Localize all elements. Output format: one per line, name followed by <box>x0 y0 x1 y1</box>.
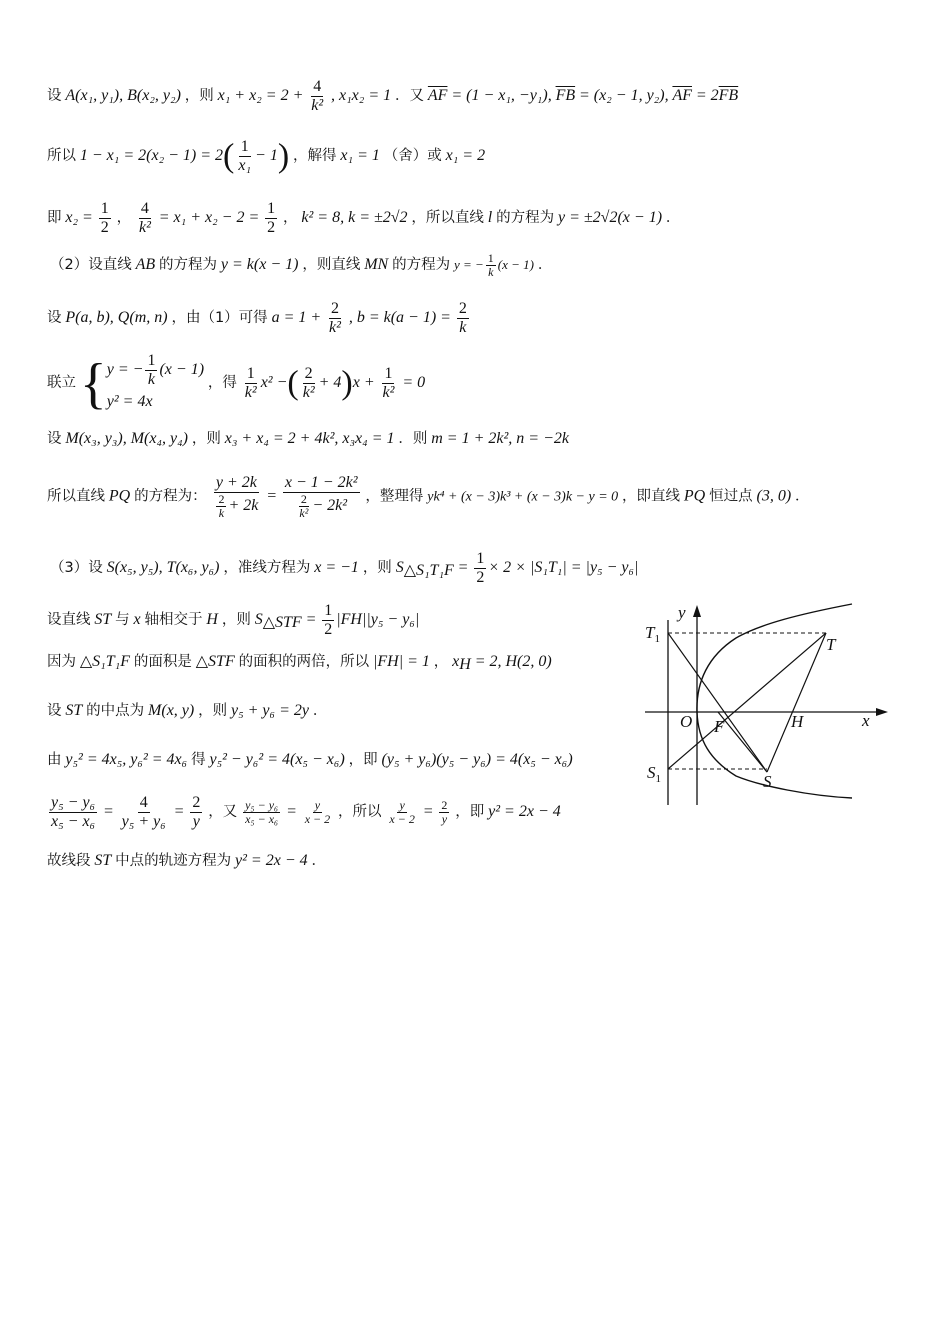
math: y₅² − y₆² = 4(x₅ − x₆) <box>209 751 345 768</box>
line-s1-f-t <box>668 633 826 769</box>
math: m = 1 + 2k², n = −2k <box>431 430 569 447</box>
denominator: y <box>441 812 448 826</box>
numerator: 4 <box>140 200 149 217</box>
math: = 2 <box>695 87 719 105</box>
fraction <box>120 794 168 831</box>
math: △STF <box>195 653 235 670</box>
fraction <box>137 200 153 237</box>
text: 的中点为 <box>86 703 145 719</box>
numerator: 1 <box>240 138 249 155</box>
solution-line-4 <box>50 252 552 279</box>
vector-af: $\overline{AF}$ <box>672 87 692 105</box>
math: = <box>286 803 297 821</box>
math: y = k(x − 1) <box>220 256 299 274</box>
math: = (x₂ − 1, y₂), <box>578 87 669 105</box>
fraction <box>99 200 111 237</box>
numerator: y <box>399 798 405 812</box>
math: P(a, b), Q(m, n) <box>65 309 168 327</box>
label-t1-main: T <box>645 623 655 642</box>
fraction <box>243 799 280 826</box>
numerator: 1 <box>147 352 156 369</box>
math: = <box>173 803 185 821</box>
numerator: y + 2k <box>215 474 257 491</box>
math: y₅ + y₆ = 2y <box>230 702 309 719</box>
label-h: H <box>791 712 804 731</box>
math: y = ±2√2(x − 1) <box>558 209 663 227</box>
numerator: 2 <box>304 365 313 382</box>
math: x + <box>352 374 375 392</box>
y-axis-arrow-icon <box>693 605 701 617</box>
text: ，则 <box>221 612 251 629</box>
math: = x₁ + x₂ − 2 = <box>158 209 260 227</box>
math: yk⁴ + (x − 3)k³ + (x − 3)k − y = 0 <box>427 489 619 505</box>
math: A(x₁, y₁), B(x₂, y₂) <box>65 87 181 105</box>
denominator: k² <box>138 219 151 236</box>
text: ，则 <box>362 560 392 577</box>
solution-line-6 <box>47 352 425 415</box>
denominator: k² <box>329 319 341 336</box>
fraction <box>309 78 325 115</box>
fraction <box>265 200 277 237</box>
system-row-1 <box>107 352 204 389</box>
fraction <box>301 365 317 402</box>
equation-system <box>80 352 204 415</box>
numerator: 1 <box>267 200 276 217</box>
math: y = − <box>453 257 484 273</box>
fraction <box>381 365 397 402</box>
numerator: 1 <box>384 365 393 382</box>
numerator: 1 <box>476 550 485 567</box>
fraction <box>297 493 310 520</box>
denominator: k² <box>302 384 315 401</box>
solution-line-9 <box>50 550 638 587</box>
text: ，由（1）可得 <box>171 310 268 327</box>
math: , x₁x₂ = 1 <box>331 87 392 105</box>
solution-line-7 <box>47 428 569 450</box>
math: S(x₅, y₅), T(x₆, y₆) <box>106 559 220 577</box>
text: ，又 <box>208 804 238 821</box>
line-f-s <box>718 712 767 772</box>
text: 的方程为 <box>159 257 218 274</box>
numerator: 2 <box>218 492 225 506</box>
denominator: k <box>488 265 494 279</box>
solution-line-13 <box>47 749 573 771</box>
math: x² − <box>260 374 288 392</box>
math: , b = k(a − 1) = <box>348 309 451 327</box>
label-s1-sub: 1 <box>655 773 661 785</box>
label-t1-sub: 1 <box>654 633 660 645</box>
solution-line-8 <box>47 474 810 520</box>
solution-line-1 <box>47 78 738 115</box>
text: 中点的轨迹方程为 <box>115 853 232 869</box>
left-paren: ( <box>287 364 299 402</box>
math: PQ <box>108 487 131 505</box>
text: 设 <box>47 431 62 447</box>
text: （舍）或 <box>383 148 442 165</box>
math: (x − 1) <box>159 361 205 379</box>
label-t1 <box>645 623 660 645</box>
text: ，即直线 <box>622 488 681 505</box>
label-x: x <box>862 711 870 730</box>
numerator: 1 <box>100 200 109 217</box>
math: x <box>133 611 141 629</box>
text: ，所以 <box>338 804 382 821</box>
solution-line-10 <box>47 602 419 639</box>
math: (3, 0) <box>756 487 792 505</box>
label-f: F <box>714 717 725 736</box>
math: y = − <box>106 361 144 379</box>
math: AB <box>135 256 156 274</box>
numerator: y <box>314 798 321 812</box>
text: （3）设 <box>50 560 103 577</box>
fraction <box>327 300 343 337</box>
text: 设 <box>47 310 62 327</box>
math: (x − 1) <box>497 257 534 273</box>
text: ，则 <box>191 431 221 447</box>
math: y₅² = 4x₅, y₆² = 4x₆ <box>65 751 188 768</box>
denominator: 2 <box>476 569 485 586</box>
right-paren: ) <box>277 137 290 175</box>
numerator: 1 <box>324 602 333 619</box>
math: − 1 <box>255 147 278 165</box>
chord-st <box>767 633 826 772</box>
text: 所以 <box>47 148 76 165</box>
text: 的面积是 <box>133 654 192 670</box>
fraction <box>474 550 486 587</box>
label-t: T <box>826 635 836 654</box>
text: ， <box>116 210 132 227</box>
text: 的方程为 <box>496 210 555 227</box>
solution-line-11 <box>47 651 552 676</box>
math: l <box>487 209 493 227</box>
left-brace: { <box>79 352 107 415</box>
text: 的方程为： <box>134 488 207 505</box>
denominator: 2 <box>100 219 109 236</box>
text: 所以直线 <box>47 488 105 505</box>
system-rows <box>107 352 204 415</box>
numerator: y₅ − y₆ <box>245 798 279 812</box>
text: 由 <box>47 752 62 768</box>
text: 恒过点 <box>709 488 753 505</box>
numerator: x − 1 − 2k² <box>284 474 358 491</box>
numerator: 1 <box>487 251 494 265</box>
numerator: 4 <box>313 78 322 95</box>
denominator: x₅ − x₆ <box>245 812 279 826</box>
math: 1 − x₁ = 2(x₂ − 1) = 2 <box>79 147 224 165</box>
math: = <box>266 487 278 505</box>
math: = <box>457 559 469 577</box>
text: ，解得 <box>293 148 337 165</box>
text: 轴相交于 <box>144 612 203 629</box>
text: 与 <box>115 612 130 629</box>
math: k² = 8, k = ±2√2 <box>301 209 408 227</box>
vector-af: $\overline{AF}$ <box>427 87 448 105</box>
label-y: y <box>678 603 686 622</box>
fraction <box>216 493 226 520</box>
label-s1-main: S <box>647 763 656 782</box>
text: ，整理得 <box>365 488 424 505</box>
vector-fb: $\overline{FB}$ <box>718 87 739 105</box>
text: ．则 <box>398 431 428 447</box>
math: = 0 <box>402 374 426 392</box>
text: ， <box>283 210 298 227</box>
text: ，则直线 <box>302 257 361 274</box>
system-row-2 <box>107 389 204 415</box>
math: y² = 4x <box>106 393 153 410</box>
math: x <box>452 653 460 670</box>
math: y² = 2x − 4 <box>235 852 308 869</box>
math: ST <box>94 611 112 629</box>
math: = <box>103 803 114 821</box>
fraction <box>303 799 332 826</box>
text: ，即 <box>455 804 485 821</box>
fraction <box>439 799 449 826</box>
math: M(x, y) <box>148 702 195 719</box>
denominator: k <box>459 319 467 336</box>
denominator: k <box>218 506 225 520</box>
fraction <box>283 474 360 520</box>
numerator: 2 <box>192 794 201 811</box>
text: ，则 <box>198 703 228 719</box>
label-s: S <box>763 772 772 791</box>
math: ST <box>65 702 83 719</box>
text: ， <box>433 654 449 670</box>
solution-line-5 <box>47 300 471 337</box>
subscript: △S₁T₁F <box>403 562 454 580</box>
numerator: 1 <box>246 365 255 382</box>
denominator: k² <box>299 506 309 520</box>
math: = <box>422 803 434 821</box>
text: 设 <box>47 703 62 719</box>
vector-fb: $\overline{FB}$ <box>555 87 576 105</box>
math: x₁ = 1 <box>340 147 380 165</box>
denominator: k <box>147 371 156 388</box>
label-o: O <box>680 712 693 731</box>
math: a = 1 + <box>271 309 322 327</box>
denominator: 2 <box>267 219 276 236</box>
math: x₁ = 2 <box>445 147 486 165</box>
text: ，即 <box>348 752 378 768</box>
x-axis-arrow-icon <box>876 708 888 716</box>
text: 因为 <box>47 654 76 670</box>
math: = <box>305 611 317 629</box>
math: PQ <box>683 487 706 505</box>
text: ，得 <box>207 375 237 392</box>
math: |FH||y₅ − y₆| <box>336 611 420 629</box>
right-paren: ) <box>341 364 353 402</box>
math: = (1 − x₁, −y₁), <box>451 87 552 105</box>
denominator: k² <box>382 384 395 401</box>
numerator: 2 <box>441 798 448 812</box>
math: + 4 <box>318 374 342 392</box>
fraction <box>212 474 260 520</box>
numerator: y₅ − y₆ <box>51 794 96 811</box>
math: M(x₃, y₃), M(x₄, y₄) <box>65 430 188 447</box>
solution-line-15 <box>47 850 326 872</box>
fraction <box>486 252 496 279</box>
fraction <box>387 799 416 826</box>
solution-line-3 <box>47 200 680 237</box>
denominator: x₁ <box>238 157 252 174</box>
text: 得 <box>191 752 206 768</box>
text: ． <box>311 853 326 869</box>
numerator: 2 <box>458 300 467 317</box>
math: − 2k² <box>312 497 348 515</box>
fraction <box>243 365 259 402</box>
denominator: y₅ + y₆ <box>121 813 166 830</box>
math: + 2k <box>228 497 259 515</box>
text: 即 <box>47 210 62 227</box>
text: 故线段 <box>47 853 91 869</box>
math: x₁ + x₂ = 2 + <box>217 87 304 105</box>
math: S <box>395 559 404 577</box>
math: (y₅ + y₆)(y₅ − y₆) = 4(x₅ − x₆) <box>381 751 573 768</box>
subscript: H <box>459 656 471 673</box>
fraction <box>236 138 253 175</box>
solution-line-2 <box>47 138 485 175</box>
text: ，则 <box>184 88 214 105</box>
math: S <box>254 611 263 629</box>
math: × 2 × |S₁T₁| = |y₅ − y₆| <box>488 559 639 577</box>
text: ． <box>312 703 328 719</box>
text: ，所以直线 <box>411 210 484 227</box>
math: x₂ = <box>65 209 93 227</box>
math: |FH| = 1 <box>372 653 430 670</box>
math: y² = 2x − 4 <box>488 803 561 821</box>
math: H <box>206 611 218 629</box>
fraction <box>322 602 334 639</box>
text: 的面积的两倍，所以 <box>238 654 370 670</box>
denominator: k² <box>311 97 324 114</box>
text: 设直线 <box>47 612 91 629</box>
text: ． <box>665 210 681 227</box>
numerator: 4 <box>139 794 148 811</box>
fraction <box>190 794 202 831</box>
solution-line-14 <box>47 794 561 831</box>
fraction <box>457 300 469 337</box>
solution-line-12 <box>47 700 327 722</box>
denominator: x₅ − x₆ <box>51 813 96 830</box>
denominator <box>293 493 349 520</box>
math: x = −1 <box>314 559 359 577</box>
denominator: y <box>192 813 200 830</box>
denominator <box>212 493 260 520</box>
fraction <box>49 794 97 831</box>
label-s1 <box>647 763 661 785</box>
text: 联立 <box>47 375 76 392</box>
text: ．又 <box>395 88 425 105</box>
numerator: 2 <box>300 492 307 506</box>
math: x₃ + x₄ = 2 + 4k², x₃x₄ = 1 <box>224 430 395 447</box>
denominator: k² <box>244 384 257 401</box>
denominator: 2 <box>324 621 333 638</box>
left-paren: ( <box>223 137 235 175</box>
text: ，准线方程为 <box>223 560 311 577</box>
denominator: x − 2 <box>304 812 331 826</box>
denominator: x − 2 <box>389 812 415 826</box>
parabola-figure <box>640 600 910 810</box>
subscript: △STF <box>262 614 302 632</box>
text: ． <box>537 257 553 274</box>
text: 的方程为 <box>392 257 451 274</box>
math: = 2, H(2, 0) <box>474 653 552 670</box>
fraction <box>145 352 157 389</box>
math: △S₁T₁F <box>79 653 130 670</box>
math: ST <box>94 852 112 869</box>
math: MN <box>364 256 389 274</box>
numerator: 2 <box>330 300 339 317</box>
text: ． <box>795 488 810 505</box>
text: （2）设直线 <box>50 257 132 274</box>
text: 设 <box>47 88 62 105</box>
